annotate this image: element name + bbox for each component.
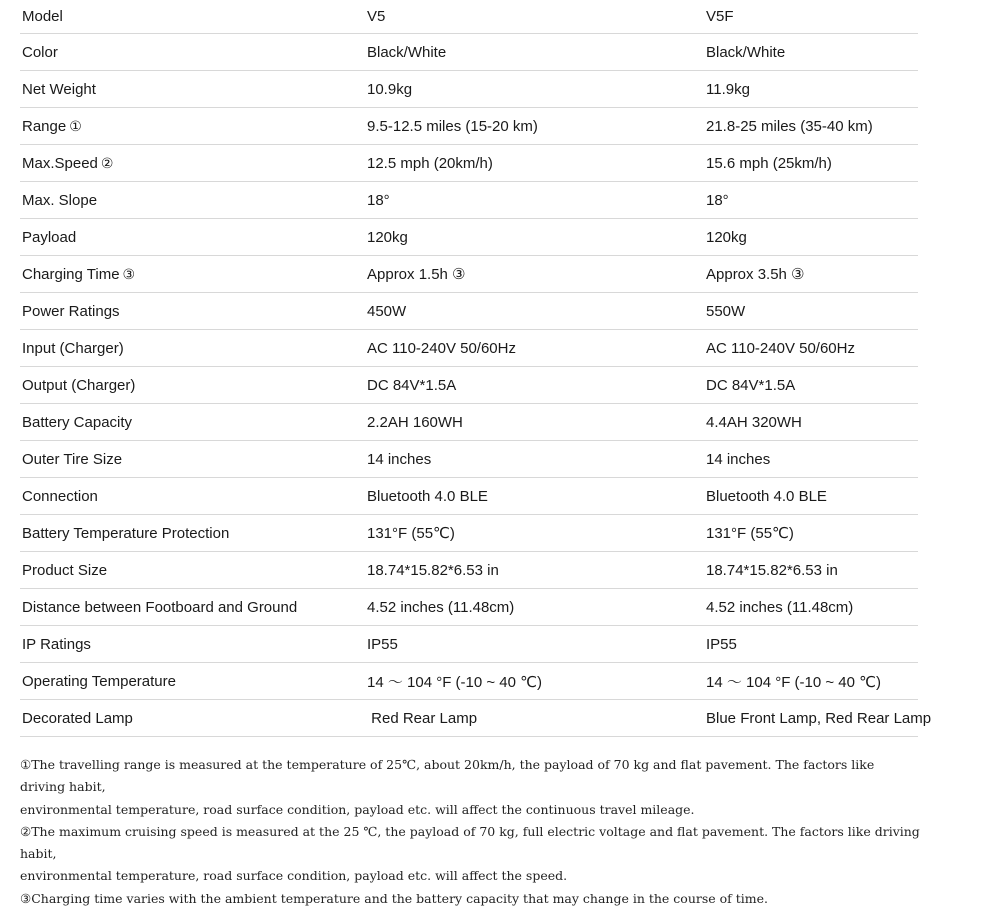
table-row [20,34,918,71]
spec-label: Model [22,8,63,25]
spec-label-cell [20,71,365,108]
spec-table [20,0,932,737]
footnote-line: environmental temperature, road surface condition, payload etc. will affect the speed. [20,868,568,884]
spec-label-cell [20,404,365,441]
table-row [20,367,918,404]
spec-label: Battery Capacity [22,413,133,431]
spec-label: Outer Tire Size [22,450,123,468]
spec-label-cell [20,515,365,552]
spec-value-v5f: 18.74*15.82*6.53 in [704,552,918,589]
spec-value-v5: 120kg [365,219,704,256]
spec-label: Output (Charger) [22,376,136,394]
spec-label-cell [20,626,365,663]
footnote-line: ②The maximum cruising speed is measured at the 25 ℃, the payload of 70 kg, full electric voltage and flat pavement. The factors like driving habit, [20,823,920,862]
spec-label: Distance between Footboard and Ground [22,598,298,616]
spec-value-v5: 2.2AH 160WH [365,404,704,441]
spec-label: Max.Speed [22,154,98,172]
footnote-line: environmental temperature, road surface condition, payload etc. will affect the continuous travel mileage. [20,801,695,817]
spec-value-v5: DC 84V*1.5A [365,367,704,404]
table-row [20,256,918,293]
spec-label: Charging Time [22,265,120,283]
table-row [20,589,918,626]
table-row [20,441,918,478]
spec-value-v5: 4.52 inches (11.48cm) [365,589,704,626]
spec-value-v5f: 11.9kg [704,71,918,108]
spec-value-v5: 131°F (55℃) [365,515,704,552]
spec-value-v5f: 4.52 inches (11.48cm) [704,589,918,626]
spec-value-v5: V5 [365,0,704,34]
spec-label-cell [20,145,365,182]
footnotes [20,754,920,910]
footnote-line: ①The travelling range is measured at the temperature of 25℃, about 20km/h, the payload of 70 kg and flat pavement. The factors like driving habit, [20,757,875,795]
spec-value-v5f: AC 110-240V 50/60Hz [704,330,918,367]
spec-label-cell [20,256,365,293]
footnote-marker: ② [100,154,114,171]
table-row [20,219,918,256]
spec-label: Decorated Lamp [22,709,133,727]
spec-label-cell [20,108,365,145]
spec-value-v5: Red Rear Lamp [365,700,704,737]
spec-label: Power Ratings [22,302,120,320]
table-row [20,182,918,219]
table-row [20,0,918,34]
spec-value-v5: AC 110-240V 50/60Hz [365,330,704,367]
spec-value-v5f: 131°F (55℃) [704,515,918,552]
spec-value-v5: 9.5-12.5 miles (15-20 km) [365,108,704,145]
spec-label: Operating Temperature [22,672,176,690]
spec-label-cell [20,0,365,34]
spec-label: Net Weight [22,80,96,98]
spec-table-body [20,0,932,737]
spec-value-v5: 450W [365,293,704,330]
footnote-marker: ① [69,117,82,134]
spec-value-v5f: Bluetooth 4.0 BLE [704,478,918,515]
spec-value-v5f: Blue Front Lamp, Red Rear Lamp [704,700,918,737]
spec-value-v5: 18° [365,182,704,219]
spec-value-v5f: 4.4AH 320WH [704,404,918,441]
table-row [20,478,918,515]
spec-label-cell [20,182,365,219]
spec-value-v5f: Approx 3.5h ③ [704,256,918,293]
table-row [20,515,918,552]
spec-label-cell [20,700,365,737]
spec-label: Color [22,43,58,61]
spec-value-v5f: Black/White [704,34,918,71]
spec-label-cell [20,478,365,515]
spec-label-cell [20,330,365,367]
spec-label-cell [20,34,365,71]
spec-label-cell [20,367,365,404]
table-row [20,404,918,441]
spec-label: Product Size [22,561,108,579]
table-row [20,663,918,700]
spec-label-cell [20,441,365,478]
spec-value-v5f: 18° [704,182,918,219]
spec-value-v5: Bluetooth 4.0 BLE [365,478,704,515]
spec-value-v5: 18.74*15.82*6.53 in [365,552,704,589]
spec-label: Connection [22,487,98,505]
spec-value-v5f: 14 inches [704,441,918,478]
spec-value-v5f: 14 〜 104 °F (-10 ~ 40 ℃) [704,663,918,700]
spec-value-v5f: 550W [704,293,918,330]
table-row [20,71,918,108]
spec-label: Battery Temperature Protection [22,524,230,542]
spec-value-v5f: IP55 [704,626,918,663]
spec-value-v5: 12.5 mph (20km/h) [365,145,704,182]
spec-value-v5: Black/White [365,34,704,71]
footnote-line: ③Charging time varies with the ambient temperature and the battery capacity that may change in the course of time. [20,890,769,906]
spec-value-v5f: DC 84V*1.5A [704,367,918,404]
table-row [20,108,918,145]
spec-label-cell [20,552,365,589]
table-row [20,293,918,330]
spec-value-v5f: 15.6 mph (25km/h) [704,145,918,182]
spec-label: Input (Charger) [22,339,124,357]
spec-label-cell [20,663,365,700]
spec-label-cell [20,589,365,626]
table-row [20,330,918,367]
spec-label: Range [22,117,67,135]
table-row [20,145,918,182]
spec-label-cell [20,293,365,330]
spec-label: IP Ratings [22,635,91,653]
spec-value-v5f: V5F [704,0,918,34]
spec-value-v5: Approx 1.5h ③ [365,256,704,293]
spec-label-cell [20,219,365,256]
spec-value-v5: IP55 [365,626,704,663]
spec-value-v5: 14 inches [365,441,704,478]
spec-value-v5: 10.9kg [365,71,704,108]
table-row [20,626,918,663]
table-row [20,552,918,589]
spec-value-v5f: 21.8-25 miles (35-40 km) [704,108,918,145]
footnote-marker: ③ [122,265,136,282]
spec-label: Max. Slope [22,191,98,209]
spec-label: Payload [22,228,77,246]
table-row [20,700,918,737]
spec-value-v5f: 120kg [704,219,918,256]
spec-value-v5: 14 〜 104 °F (-10 ~ 40 ℃) [365,663,704,700]
